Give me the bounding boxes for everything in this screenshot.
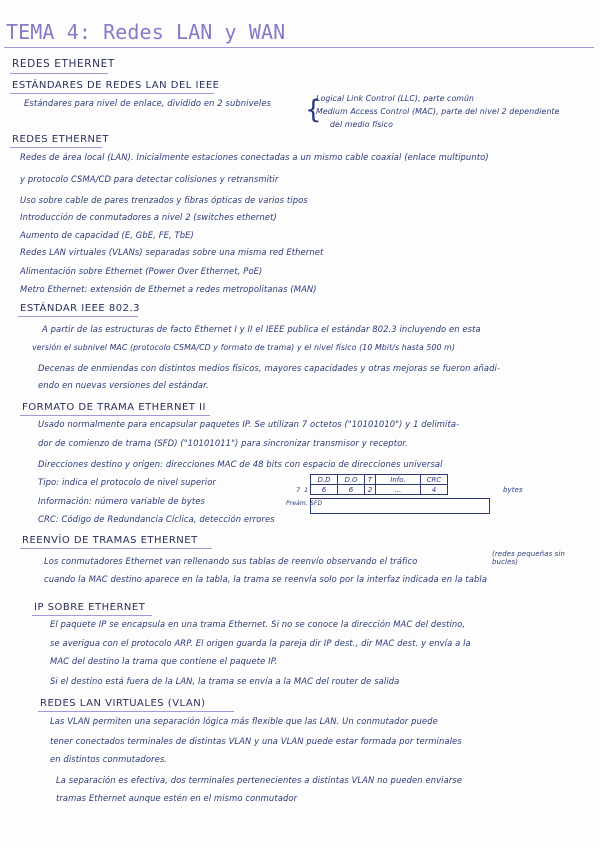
text-line: MAC del destino la trama que contiene el paquete IP.	[50, 656, 278, 666]
text-line: Decenas de enmiendas con distintos medios físicos, mayores capacidades y otras mejoras se fueron añadi-	[38, 363, 501, 373]
title-underline	[4, 47, 594, 48]
text-line: endo en nuevas versiones del estándar.	[38, 380, 209, 390]
text-note: (redes pequeñas sin bucles)	[492, 550, 566, 566]
frame-cell-crc: CRC	[421, 475, 448, 485]
heading-underline	[38, 711, 234, 712]
ethernet-frame-diagram	[286, 474, 523, 516]
text-line: en distintos conmutadores.	[50, 754, 168, 764]
text-line: Usado normalmente para encapsular paquetes IP. Se utilizan 7 octetos ("10101010") y 1 delimita-	[38, 419, 460, 429]
subtitle-underline	[10, 73, 108, 74]
heading-underline	[32, 615, 152, 616]
heading-frame-format: FORMATO DE TRAMA ETHERNET II	[22, 402, 206, 413]
text-line: Logical Link Control (LLC), parte común	[316, 94, 475, 103]
text-line: Redes de área local (LAN). Inicialmente estaciones conectadas a un mismo cable coaxial (enlace multipunto)	[20, 152, 489, 162]
frame-size-info: ...	[376, 485, 421, 495]
heading-ieee-lan-standards: ESTÁNDARES DE REDES LAN DEL IEEE	[12, 80, 220, 91]
heading-redes-ethernet: REDES ETHERNET	[12, 134, 109, 145]
frame-size-crc: 4	[421, 485, 448, 495]
frame-size-orig: 6	[338, 485, 365, 495]
heading-underline	[18, 316, 138, 317]
heading-ieee-802-3: ESTÁNDAR IEEE 802.3	[20, 303, 141, 314]
frame-cell-type: T	[365, 475, 376, 485]
text-line: cuando la MAC destino aparece en la tabla, la trama se reenvía solo por la interfaz indicada en la tabla	[44, 574, 488, 584]
heading-underline	[10, 147, 102, 148]
text-line: CRC: Código de Redundancia Cíclica, detección errores	[38, 514, 275, 524]
text-line: versión el subnivel MAC (protocolo CSMA/CD y formato de trama) y el nivel físico (10 Mbit/s hasta 500 m)	[32, 343, 456, 352]
text-line: Redes LAN virtuales (VLANs) separadas sobre una misma red Ethernet	[20, 247, 324, 257]
text-line: La separación es efectiva, dos terminales pertenecientes a distintas VLAN no pueden enviarse	[56, 775, 463, 785]
text-line: Medium Access Control (MAC), parte del nivel 2 dependiente	[316, 107, 560, 116]
text-line: Si el destino está fuera de la LAN, la trama se envía a la MAC del router de salida	[50, 676, 400, 686]
text-line: Alimentación sobre Ethernet (Power Over Ethernet, PoE)	[20, 266, 263, 276]
text-line: se averigua con el protocolo ARP. El origen guarda la pareja dir IP dest., dir MAC dest. y envía a la	[50, 638, 471, 648]
text-line: Las VLAN permiten una separación lógica más flexible que las LAN. Un conmutador puede	[50, 716, 438, 726]
text-line: Uso sobre cable de pares trenzados y fibras ópticas de varios tipos	[20, 195, 308, 205]
text-line: dor de comienzo de trama (SFD) ("10101011") para sincronizar transmisor y receptor.	[38, 438, 408, 448]
text-line: Introducción de conmutadores a nivel 2 (switches ethernet)	[20, 212, 277, 222]
page-title: TEMA 4: Redes LAN y WAN	[6, 20, 286, 44]
frame-cell-orig: D.O	[338, 475, 365, 485]
text-line: Estándares para nivel de enlace, dividido en 2 subniveles	[24, 98, 272, 108]
heading-frame-forwarding: REENVÍO DE TRAMAS ETHERNET	[22, 535, 198, 546]
text-line: El paquete IP se encapsula en una trama Ethernet. Si no se conoce la dirección MAC del destino,	[50, 619, 466, 629]
text-line: A partir de las estructuras de facto Ethernet I y II el IEEE publica el estándar 802.3 incluyendo en esta	[42, 324, 481, 334]
frame-size-dest: 6	[311, 485, 338, 495]
heading-underline	[20, 415, 210, 416]
text-line: Tipo: indica el protocolo de nivel superior	[38, 477, 216, 487]
text-line: y protocolo CSMA/CD para detectar colisiones y retransmitir	[20, 174, 279, 184]
brace-symbol: {	[305, 95, 322, 125]
text-line: del medio físico	[330, 120, 393, 129]
heading-underline	[10, 93, 214, 94]
text-line: Los conmutadores Ethernet van rellenando sus tablas de reenvío observando el tráfico	[44, 556, 418, 566]
frame-sfd-label: SFD	[310, 500, 323, 507]
text-line: Aumento de capacidad (E, GbE, FE, TbE)	[20, 230, 194, 240]
section-subtitle: REDES ETHERNET	[12, 58, 115, 70]
text-line: Direcciones destino y origen: direcciones MAC de 48 bits con espacio de direcciones universal	[38, 459, 443, 469]
frame-preamble-size: 7	[296, 486, 301, 494]
text-line: Información: número variable de bytes	[38, 496, 205, 506]
text-line: tener conectados terminales de distintas VLAN y una VLAN puede estar formada por terminales	[50, 736, 462, 746]
frame-preamble-label: Preám.	[286, 500, 308, 507]
frame-size-type: 2	[365, 485, 376, 495]
heading-vlan: REDES LAN VIRTUALES (VLAN)	[40, 698, 206, 709]
frame-cell-info: Info.	[376, 475, 421, 485]
text-line: tramas Ethernet aunque estén en el mismo conmutador	[56, 793, 298, 803]
heading-underline	[20, 548, 212, 549]
frame-cell-dest: D.D	[311, 475, 338, 485]
frame-unit-label: bytes	[503, 486, 523, 494]
heading-ip-over-ethernet: IP SOBRE ETHERNET	[34, 602, 146, 613]
frame-sfd-size: 1	[304, 486, 309, 494]
frame-outline	[310, 498, 490, 514]
text-line: Metro Ethernet: extensión de Ethernet a redes metropolitanas (MAN)	[20, 284, 317, 294]
